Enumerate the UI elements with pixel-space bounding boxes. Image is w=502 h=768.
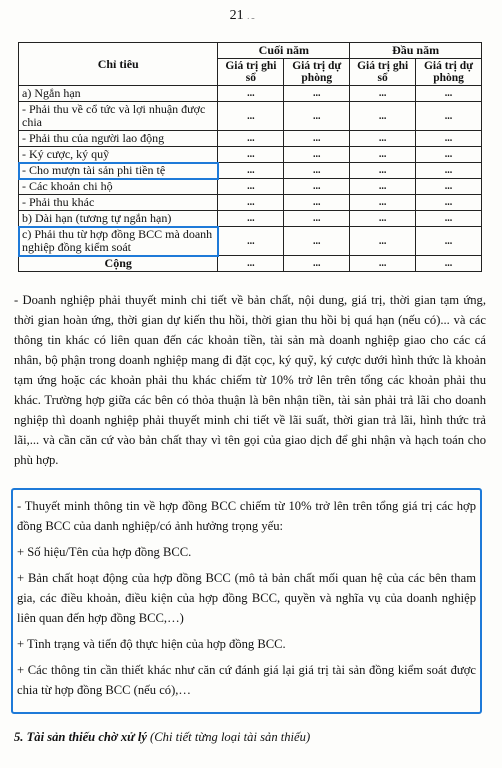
row-label: - Phải thu khác: [19, 195, 218, 211]
cell-value: ...: [284, 179, 350, 195]
table-row: [19, 102, 482, 131]
section-heading-note: (Chi tiết từng loại tài sản thiếu): [146, 730, 311, 744]
bcc-disclosure-box: [11, 488, 482, 714]
cell-value: ...: [218, 131, 284, 147]
cell-value: ...: [350, 102, 416, 131]
cell-value: ...: [416, 147, 482, 163]
box-item: + Bản chất hoạt động của hợp đồng BCC (mô tả bản chất mối quan hệ của các bên tham gia, các điều khoản, điều kiện của hợp đồng BCC, quyền và nghĩa vụ của doanh nghiệp liên quan đến hợp đồng BCC,…): [17, 571, 476, 625]
cell-value: ...: [350, 227, 416, 256]
row-label-highlighted: c) Phải thu từ hợp đồng BCC mà doanh nghiệp đồng kiểm soát: [19, 227, 218, 256]
cell-value: ...: [350, 86, 416, 102]
table-row: [19, 227, 482, 256]
cell-value: ...: [350, 211, 416, 227]
cell-value: ...: [218, 102, 284, 131]
cell-value: ...: [416, 86, 482, 102]
page-number-header: [0, 8, 502, 24]
table-total-row: [19, 256, 482, 272]
cell-value: ...: [416, 102, 482, 131]
scan-marks: ـ .: [247, 11, 255, 21]
cell-value: ...: [218, 227, 284, 256]
cell-value: ...: [284, 195, 350, 211]
cell-value: ...: [284, 131, 350, 147]
cell-value: ...: [350, 256, 416, 272]
row-label: - Phải thu về cổ tức và lợi nhuận được chia: [19, 102, 218, 131]
header-cuoi-nam: Cuối năm: [218, 43, 350, 59]
cell-value: ...: [218, 179, 284, 195]
cell-value: ...: [284, 227, 350, 256]
cell-value: ...: [284, 163, 350, 179]
subheader-provision: Giá trị dự phòng: [284, 59, 350, 86]
cell-value: ...: [284, 256, 350, 272]
total-label: Cộng: [19, 256, 218, 272]
box-item: - Thuyết minh thông tin về hợp đồng BCC chiếm từ 10% trở lên trên tổng giá trị các hợp đồng BCC của danh nghiệp/có ảnh hưởng trọng yếu:: [17, 499, 476, 533]
cell-value: ...: [350, 147, 416, 163]
cell-value: ...: [416, 211, 482, 227]
cell-value: ...: [218, 163, 284, 179]
cell-value: ...: [416, 195, 482, 211]
cell-value: ...: [218, 195, 284, 211]
box-item: + Các thông tin cần thiết khác như căn cứ đánh giá lại giá trị tài sản đồng kiểm soát được chia từ hợp đồng BCC (nếu có),…: [17, 663, 476, 697]
table-row: [19, 131, 482, 147]
cell-value: ...: [416, 179, 482, 195]
table-row: [19, 179, 482, 195]
receivables-table: [18, 42, 482, 272]
subheader-book-value: Giá trị ghi sổ: [218, 59, 284, 86]
cell-value: ...: [218, 86, 284, 102]
table-row: [19, 86, 482, 102]
cell-value: ...: [416, 163, 482, 179]
table-row: [19, 195, 482, 211]
table-row: [19, 147, 482, 163]
table-row: [19, 211, 482, 227]
disclosure-paragraph: - Doanh nghiệp phải thuyết minh chi tiết về bản chất, nội dung, giá trị, thời gian tạm ứng, thời gian hoàn ứng, thời gian dự kiến thu hồi, thời gian thu hồi bị quá hạn (nếu có)... và các thông tin khác có liên quan đến các khoản tiền, tài sản mà doanh nghiệp giao cho các cá nhân, bộ phận trong doanh nghiệp mang đi đặt cọc, ký quỹ, ký cược dưới hình thức là khoản tạm ứng hoặc các khoản phải thu khác chiếm từ 10% trở lên trên tổng các khoản phải thu khác. Trường hợp giữa các bên có thỏa thuận là bên nhận tiền, tài sản phải trả lãi cho doanh nghiệp thì doanh nghiệp phải thuyết minh chi tiết về lãi suất, thời gian trả lãi, hình thức trả lãi,... và cần căn cứ vào bản chất thay vì tên gọi của giao dịch để ghi nhận và hạch toán cho phù hợp.: [14, 293, 486, 467]
header-chi-tieu: Chỉ tiêu: [19, 43, 218, 86]
cell-value: ...: [218, 256, 284, 272]
row-label: - Các khoản chi hộ: [19, 179, 218, 195]
row-label: - Phải thu của người lao động: [19, 131, 218, 147]
row-label: a) Ngắn hạn: [19, 86, 218, 102]
cell-value: ...: [350, 131, 416, 147]
cell-value: ...: [284, 147, 350, 163]
box-item: + Số hiệu/Tên của hợp đồng BCC.: [17, 545, 192, 559]
page-number: 21: [229, 8, 244, 23]
cell-value: ...: [284, 102, 350, 131]
subheader-book-value: Giá trị ghi sổ: [350, 59, 416, 86]
row-label-highlighted: - Cho mượn tài sản phi tiền tệ: [19, 163, 218, 179]
subheader-provision: Giá trị dự phòng: [416, 59, 482, 86]
cell-value: ...: [284, 86, 350, 102]
section-heading: [14, 730, 310, 745]
cell-value: ...: [218, 211, 284, 227]
cell-value: ...: [350, 163, 416, 179]
row-label: b) Dài hạn (tương tự ngắn hạn): [19, 211, 218, 227]
cell-value: ...: [416, 256, 482, 272]
box-item: + Tình trạng và tiến độ thực hiện của hợp đồng BCC.: [17, 637, 286, 651]
row-label: - Ký cược, ký quỹ: [19, 147, 218, 163]
cell-value: ...: [284, 211, 350, 227]
section-heading-title: 5. Tài sản thiếu chờ xử lý: [14, 730, 147, 744]
table-row: [19, 163, 482, 179]
header-dau-nam: Đầu năm: [350, 43, 482, 59]
cell-value: ...: [350, 195, 416, 211]
cell-value: ...: [218, 147, 284, 163]
cell-value: ...: [416, 131, 482, 147]
cell-value: ...: [350, 179, 416, 195]
cell-value: ...: [416, 227, 482, 256]
